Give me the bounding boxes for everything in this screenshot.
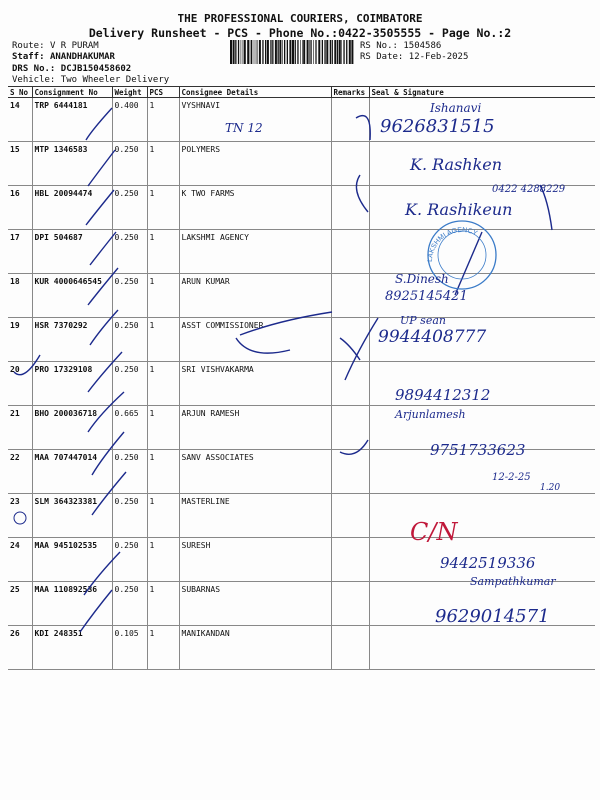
barcode-bar (341, 40, 342, 64)
hw-r23-date: 12-2-25 (492, 472, 531, 483)
barcode-bar (316, 40, 317, 64)
barcode-bar (289, 40, 291, 64)
barcode-bar (332, 40, 333, 64)
row-pcs: 1 (147, 450, 179, 494)
row-sno: 23 (8, 494, 32, 538)
drs-line (12, 64, 131, 74)
barcode-bar (324, 40, 325, 64)
row-remarks (331, 538, 369, 582)
row-weight: 0.250 (112, 538, 147, 582)
col-header-weight: Weight (112, 87, 147, 98)
row-seal-signature (369, 626, 595, 670)
row-sno: 17 (8, 230, 32, 274)
table-row (8, 318, 595, 362)
row-weight: 0.250 (112, 582, 147, 626)
barcode-bar (265, 40, 266, 64)
row-consignee: SANV ASSOCIATES (179, 450, 331, 494)
barcode-bar (257, 40, 258, 64)
table-row (8, 450, 595, 494)
hw-r25-phone: 9442519336 (440, 554, 536, 572)
row-consignee: LAKSHMI AGENCY (179, 230, 331, 274)
row-remarks (331, 582, 369, 626)
row-seal-signature (369, 230, 595, 274)
hw-r18-name: S.Dinesh (395, 272, 449, 286)
staff-label: Staff: (12, 52, 45, 62)
barcode-bar (262, 40, 263, 64)
table-row (8, 406, 595, 450)
barcode-bar (300, 40, 301, 64)
barcode-bar (251, 40, 252, 64)
row-seal-signature (369, 274, 595, 318)
barcode-bar (334, 40, 336, 64)
row-weight: 0.250 (112, 362, 147, 406)
row-seal-signature (369, 98, 595, 142)
col-header-seal-signature: Seal & Signature (369, 87, 595, 98)
row-sno: 26 (8, 626, 32, 670)
table-row (8, 230, 595, 274)
barcode-bar (303, 40, 305, 64)
table-row (8, 362, 595, 406)
barcode-bar (339, 40, 341, 64)
row-weight: 0.250 (112, 186, 147, 230)
row-consignee: ARJUN RAMESH (179, 406, 331, 450)
row-seal-signature (369, 538, 595, 582)
row-weight: 0.250 (112, 494, 147, 538)
table-row (8, 582, 595, 626)
row-seal-signature (369, 582, 595, 626)
row-consignment-no: MAA 707447014 (32, 450, 112, 494)
col-header-consignment: Consignment No (32, 87, 112, 98)
route-label: Route: (12, 41, 45, 51)
col-header-sno: S No (8, 87, 32, 98)
barcode-bar (267, 40, 269, 64)
hw-r14-name: Ishanavi (430, 101, 482, 115)
row-consignee: SRI VISHVAKARMA (179, 362, 331, 406)
row-pcs: 1 (147, 362, 179, 406)
row-sno: 19 (8, 318, 32, 362)
barcode-bar (284, 40, 285, 64)
hw-r21-phone: 9894412312 (395, 386, 491, 404)
row-pcs: 1 (147, 230, 179, 274)
hw-r20-phone: 9944408777 (378, 327, 487, 347)
barcode-bar (337, 40, 338, 64)
barcode-bar (315, 40, 316, 64)
hw-r16-num: 0422 4288229 (492, 184, 566, 195)
row-consignee: POLYMERS (179, 142, 331, 186)
row-pcs: 1 (147, 406, 179, 450)
barcode-bar (241, 40, 242, 64)
row-pcs: 1 (147, 98, 179, 142)
barcode-bar (307, 40, 309, 64)
rs-no-line (360, 41, 441, 51)
route-value: V R PURAM (49, 41, 99, 51)
table-row (8, 538, 595, 582)
hw-r23-time: 1.20 (540, 483, 561, 493)
vehicle-value: Two Wheeler Delivery (60, 75, 170, 85)
barcode-bar (297, 40, 298, 64)
row-weight: 0.250 (112, 318, 147, 362)
row-pcs: 1 (147, 142, 179, 186)
row-remarks (331, 450, 369, 494)
row-remarks (331, 406, 369, 450)
row-sno: 15 (8, 142, 32, 186)
row-pcs: 1 (147, 582, 179, 626)
barcode-bar (322, 40, 323, 64)
hw-r26-phone: 9629014571 (435, 606, 550, 627)
row-remarks (331, 230, 369, 274)
hw-r18-phone: 8925145421 (385, 289, 468, 304)
barcode-bar (272, 40, 273, 64)
barcode-bar (351, 40, 353, 64)
rs-date-value: 12-Feb-2025 (408, 52, 469, 62)
staff-line (12, 52, 115, 62)
row-weight: 0.250 (112, 274, 147, 318)
hw-r21-name: Arjunlamesh (395, 408, 466, 421)
barcode-bar (233, 40, 235, 64)
barcode-bar (244, 40, 246, 64)
stamp-text: LAKSHMI AGENCY (426, 226, 479, 263)
row-consignee: SURESH (179, 538, 331, 582)
row-seal-signature (369, 494, 595, 538)
runsheet-table (8, 87, 595, 670)
rs-date-label: RS Date: (360, 52, 404, 62)
row-consignee: VYSHNAVI (179, 98, 331, 142)
rs-no-label: RS No.: (360, 41, 398, 51)
hw-r16-sig: K. Rashikeun (405, 200, 513, 219)
row-remarks (331, 186, 369, 230)
row-pcs: 1 (147, 494, 179, 538)
row-weight: 0.665 (112, 406, 147, 450)
row-weight: 0.105 (112, 626, 147, 670)
row-consignee: K TWO FARMS (179, 186, 331, 230)
barcode-bar (259, 40, 261, 64)
barcode-bar (295, 40, 296, 64)
row-weight: 0.250 (112, 142, 147, 186)
row-sno: 22 (8, 450, 32, 494)
row-consignment-no: KUR 4000646545 (32, 274, 112, 318)
row-consignment-no: BHO 200036718 (32, 406, 112, 450)
hw-r14-phone: 9626831515 (380, 116, 495, 137)
row-weight: 0.250 (112, 230, 147, 274)
row-consignment-no: MAA 110892536 (32, 582, 112, 626)
barcode-bar (254, 40, 255, 64)
vehicle-line (12, 75, 169, 85)
hw-r14-ref: TN 12 (225, 121, 263, 135)
row-consignment-no: SLM 364323381 (32, 494, 112, 538)
barcode-bar (346, 40, 347, 64)
row-remarks (331, 626, 369, 670)
row-remarks (331, 362, 369, 406)
row-sno: 16 (8, 186, 32, 230)
row-pcs: 1 (147, 318, 179, 362)
col-header-consignee: Consignee Details (179, 87, 331, 98)
barcode-bar (313, 40, 314, 64)
row-pcs: 1 (147, 186, 179, 230)
row-consignment-no: PRO 17329108 (32, 362, 112, 406)
row-weight: 0.400 (112, 98, 147, 142)
barcode-bar (256, 40, 257, 64)
vehicle-label: Vehicle: (12, 75, 56, 85)
barcode-bar (287, 40, 288, 64)
row-seal-signature (369, 406, 595, 450)
hw-r22-phone: 9751733623 (430, 441, 526, 459)
row-consignee: MASTERLINE (179, 494, 331, 538)
row-seal-signature (369, 186, 595, 230)
row-consignee: ARUN KUMAR (179, 274, 331, 318)
hw-r25-name: Sampathkumar (470, 575, 556, 588)
row-consignment-no: MAA 945102535 (32, 538, 112, 582)
barcode-bar (235, 40, 236, 64)
barcode-bar (309, 40, 310, 64)
table-row (8, 142, 595, 186)
row-consignment-no: HSR 7370292 (32, 318, 112, 362)
barcode-bar (318, 40, 320, 64)
row-pcs: 1 (147, 538, 179, 582)
row-consignee: ASST COMMISSIONER (179, 318, 331, 362)
barcode (230, 40, 355, 64)
barcode-bar (230, 40, 232, 64)
row-weight: 0.250 (112, 450, 147, 494)
staff-value: ANANDHAKUMAR (49, 52, 115, 62)
row-consignee: SUBARNAS (179, 582, 331, 626)
row-consignment-no: HBL 20094474 (32, 186, 112, 230)
row-remarks (331, 494, 369, 538)
row-sno: 21 (8, 406, 32, 450)
barcode-bar (238, 40, 239, 64)
barcode-bar (243, 40, 244, 64)
table-row (8, 98, 595, 142)
hw-r24-mark: C/N (410, 518, 458, 546)
row-consignment-no: TRP 6444181 (32, 98, 112, 142)
barcode-bar (292, 40, 294, 64)
row-consignment-no: DPI 504687 (32, 230, 112, 274)
drs-value: DCJB150458602 (60, 64, 132, 74)
row-sno: 25 (8, 582, 32, 626)
row-consignee: MANIKANDAN (179, 626, 331, 670)
table-header-row (8, 87, 595, 98)
barcode-bar (302, 40, 303, 64)
row-sno: 14 (8, 98, 32, 142)
row-remarks (331, 98, 369, 142)
rs-date-line (360, 52, 468, 62)
row-sno: 18 (8, 274, 32, 318)
table-row (8, 274, 595, 318)
row-pcs: 1 (147, 274, 179, 318)
barcode-bar (250, 40, 251, 64)
barcode-bar (326, 40, 328, 64)
row-remarks (331, 142, 369, 186)
row-seal-signature (369, 362, 595, 406)
barcode-bar (343, 40, 344, 64)
col-header-pcs: PCS (147, 87, 179, 98)
barcode-bar (279, 40, 281, 64)
hw-r20-name: UP sean (400, 314, 446, 327)
row-sno: 20 (8, 362, 32, 406)
row-seal-signature (369, 450, 595, 494)
route-line (12, 41, 99, 51)
row-pcs: 1 (147, 626, 179, 670)
row-consignment-no: MTP 1346583 (32, 142, 112, 186)
row-consignment-no: KDI 248351 (32, 626, 112, 670)
rs-no-value: 1504586 (403, 41, 442, 51)
table-row (8, 494, 595, 538)
row-remarks (331, 274, 369, 318)
document-title: THE PROFESSIONAL COURIERS, COIMBATORE (177, 12, 423, 25)
barcode-bar (282, 40, 283, 64)
hw-r15-sig: K. Rashken (410, 155, 503, 174)
row-seal-signature (369, 318, 595, 362)
barcode-bar (330, 40, 331, 64)
drs-label: DRS No.: (12, 64, 56, 74)
barcode-bar (275, 40, 277, 64)
row-sno: 24 (8, 538, 32, 582)
barcode-bar (278, 40, 279, 64)
table-row (8, 626, 595, 670)
row-seal-signature (369, 142, 595, 186)
barcode-bar (349, 40, 351, 64)
document-subtitle: Delivery Runsheet - PCS - Phone No.:0422-3505555 - Page No.:2 (88, 26, 512, 40)
barcode-bar (310, 40, 311, 64)
col-header-remarks: Remarks (331, 87, 369, 98)
table-row (8, 186, 595, 230)
row-remarks (331, 318, 369, 362)
barcode-bar (270, 40, 271, 64)
barcode-bar (247, 40, 249, 64)
